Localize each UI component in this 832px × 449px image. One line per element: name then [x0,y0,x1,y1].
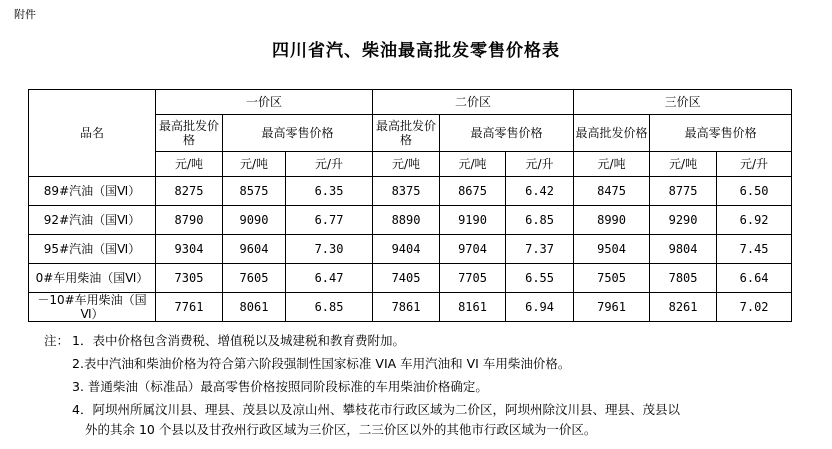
price-cell: 7.45 [717,235,792,264]
price-cell: 9604 [223,235,286,264]
price-cell: 9504 [574,235,650,264]
price-cell: 9304 [156,235,223,264]
note-item-4-cont: 外的其余 10 个县以及甘孜州行政区域为三价区，二三价区以外的其他市行政区域为一价区。 [85,422,597,437]
zone-header-2: 二价区 [373,90,574,115]
table-row [29,293,792,322]
price-cell: 6.92 [717,206,792,235]
price-cell: 6.94 [506,293,574,322]
unit-liter: 元/升 [506,152,574,177]
note-item-1: 1．表中价格包含消费税、增值税以及城建税和教育费附加。 [72,333,405,348]
unit-ton: 元/吨 [650,152,717,177]
price-cell: 9404 [373,235,440,264]
price-cell: 8161 [440,293,506,322]
price-cell: 7305 [156,264,223,293]
price-cell: 8375 [373,177,440,206]
unit-liter: 元/升 [286,152,373,177]
retail-header: 最高零售价格 [440,115,574,152]
note-item-2: 2.表中汽油和柴油价格为符合第六阶段强制性国家标准 VIA 车用汽油和 VI 车用柴油价格。 [72,356,571,371]
price-cell: 6.35 [286,177,373,206]
unit-ton: 元/吨 [574,152,650,177]
price-cell: 9290 [650,206,717,235]
price-cell: 8890 [373,206,440,235]
product-header: 品名 [29,90,156,177]
wholesale-header: 最高批发价格 [373,115,440,152]
wholesale-header: 最高批发价格 [574,115,650,152]
price-cell: 8061 [223,293,286,322]
price-cell: 9190 [440,206,506,235]
price-cell: 8575 [223,177,286,206]
price-cell: 6.77 [286,206,373,235]
note-item-3: 3. 普通柴油（标准品）最高零售价格按照同阶段标准的车用柴油价格确定。 [72,379,488,394]
unit-ton: 元/吨 [156,152,223,177]
price-cell: 6.47 [286,264,373,293]
price-cell: 8475 [574,177,650,206]
price-cell: 8261 [650,293,717,322]
price-cell: 6.85 [506,206,574,235]
unit-ton: 元/吨 [440,152,506,177]
table-row [29,177,792,206]
table-row [29,264,792,293]
product-name: 0#车用柴油（国Ⅵ） [29,264,156,293]
price-cell: 7.02 [717,293,792,322]
price-table [28,89,792,322]
unit-ton: 元/吨 [373,152,440,177]
attachment-label: 附件 [14,8,36,21]
price-cell: 8275 [156,177,223,206]
price-cell: 6.85 [286,293,373,322]
retail-header: 最高零售价格 [650,115,792,152]
price-cell: 6.55 [506,264,574,293]
price-cell: 8775 [650,177,717,206]
table-row [29,235,792,264]
price-cell: 7705 [440,264,506,293]
price-cell: 6.42 [506,177,574,206]
price-cell: 7505 [574,264,650,293]
page-title: 四川省汽、柴油最高批发零售价格表 [272,41,560,61]
retail-header: 最高零售价格 [223,115,373,152]
zone-header-3: 三价区 [574,90,792,115]
price-cell: 8675 [440,177,506,206]
product-name: 92#汽油（国Ⅵ） [29,206,156,235]
notes-label: 注： [44,333,70,348]
product-name: 89#汽油（国Ⅵ） [29,177,156,206]
price-cell: 7961 [574,293,650,322]
price-cell: 6.64 [717,264,792,293]
price-cell: 9090 [223,206,286,235]
price-cell: 8790 [156,206,223,235]
product-name: －10#车用柴油（国Ⅵ） [29,293,156,322]
note-item-4: 4．阿坝州所属汶川县、理县、茂县以及凉山州、攀枝花市行政区域为二价区，阿坝州除汶川县、理县、茂县以 [72,402,680,417]
price-cell: 7.37 [506,235,574,264]
price-cell: 7405 [373,264,440,293]
price-cell: 7605 [223,264,286,293]
price-cell: 6.50 [717,177,792,206]
wholesale-header: 最高批发价格 [156,115,223,152]
table-row [29,206,792,235]
price-cell: 7761 [156,293,223,322]
unit-ton: 元/吨 [223,152,286,177]
price-cell: 7805 [650,264,717,293]
price-cell: 8990 [574,206,650,235]
price-cell: 7.30 [286,235,373,264]
price-cell: 9804 [650,235,717,264]
zone-header-1: 一价区 [156,90,373,115]
unit-liter: 元/升 [717,152,792,177]
price-cell: 9704 [440,235,506,264]
price-cell: 7861 [373,293,440,322]
product-name: 95#汽油（国Ⅵ） [29,235,156,264]
